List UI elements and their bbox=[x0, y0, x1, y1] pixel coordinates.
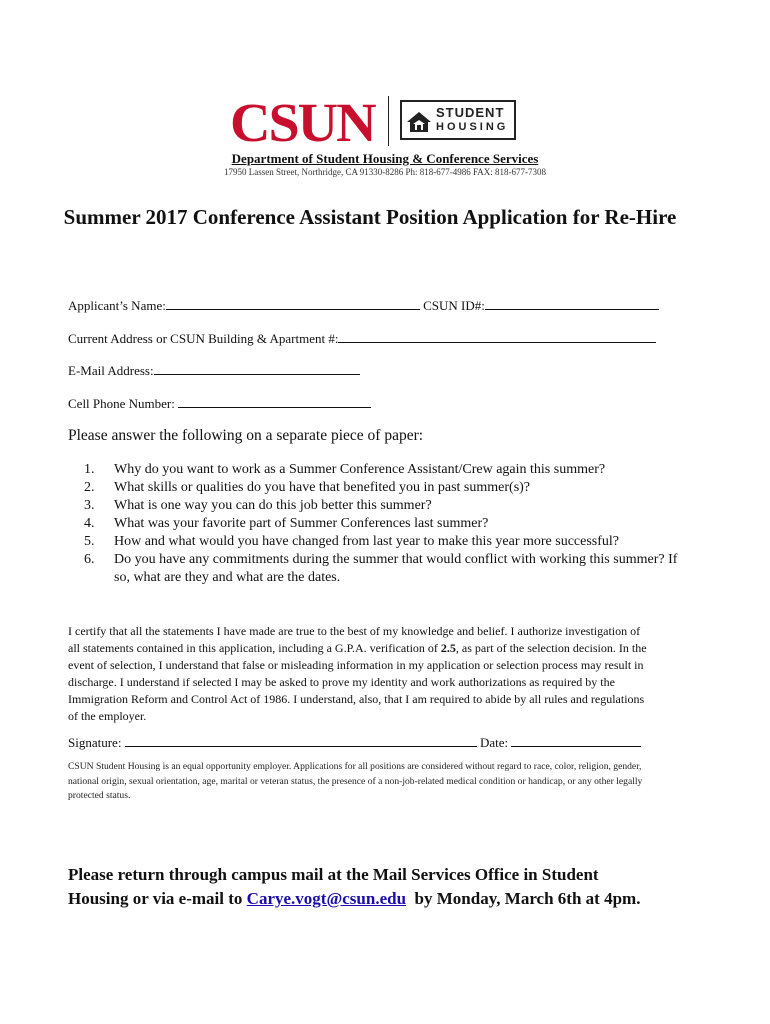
question-item bbox=[84, 515, 684, 533]
question-number: 3. bbox=[84, 498, 95, 513]
question-text: How and what would you have changed from last year to make this year more successful? bbox=[114, 534, 620, 549]
return-notice bbox=[68, 863, 708, 911]
department-address: 17950 Lassen Street, Northridge, CA 91330-8286 Ph: 818-677-4986 FAX: 818-677-7308 bbox=[223, 167, 547, 177]
address-label: Current Address or CSUN Building & Apartment #: bbox=[68, 331, 339, 346]
student-housing-logo bbox=[400, 100, 516, 140]
questions-prompt: Please answer the following on a separate piece of paper: bbox=[68, 427, 424, 444]
return-line1: Please return through campus mail at the Mail Services Office in Student bbox=[68, 865, 599, 884]
certification-part1: I certify that all the statements I have made are true to the best of my knowledge and belief. I authorize investigation of all statements contained in this application, including a G.P.A. verification of bbox=[68, 624, 641, 655]
questions-list bbox=[84, 461, 684, 587]
page-title: Summer 2017 Conference Assistant Position Application for Re-Hire bbox=[63, 205, 677, 229]
question-number: 1. bbox=[84, 462, 95, 477]
certification-part2: , as part of the selection decision. In the event of selection, I understand that false or misleading information in my application or selection process may result in discharge. I understand if selected I may be asked to prove my identity and work authorizations as required by the Immigration Reform and Control Act of 1986. I understand, also, that I am required to abide by all rules and regulations of the employer. bbox=[68, 641, 647, 723]
return-line2-before: Housing or via e-mail to bbox=[68, 889, 247, 908]
student-housing-line2: HOUSING bbox=[436, 121, 509, 133]
logo-divider bbox=[388, 96, 389, 146]
return-line2-after: by Monday, March 6th at 4pm. bbox=[406, 889, 641, 908]
email-row bbox=[68, 362, 360, 379]
phone-field[interactable] bbox=[178, 395, 371, 408]
question-number: 2. bbox=[84, 480, 95, 495]
return-line2 bbox=[68, 887, 708, 911]
signature-row bbox=[68, 734, 641, 751]
question-text: Do you have any commitments during the summer that would conflict with working this summer? If so, what are they and what are the dates. bbox=[114, 552, 678, 585]
phone-label: Cell Phone Number: bbox=[68, 396, 175, 411]
csun-logo: CSUN bbox=[230, 92, 375, 153]
date-field[interactable] bbox=[511, 734, 641, 747]
department-name: Department of Student Housing & Conference Services bbox=[231, 151, 539, 166]
question-item bbox=[84, 497, 684, 515]
address-row bbox=[68, 330, 656, 347]
certification-statement bbox=[68, 623, 648, 725]
question-text: What is one way you can do this job better this summer? bbox=[114, 498, 432, 513]
phone-row bbox=[68, 395, 371, 412]
house-icon bbox=[406, 110, 432, 134]
name-id-row bbox=[68, 297, 659, 314]
question-item bbox=[84, 461, 684, 479]
email-link[interactable]: Carye.vogt@csun.edu bbox=[246, 889, 407, 908]
email-label: E-Mail Address: bbox=[68, 363, 154, 378]
gpa-value: 2.5 bbox=[440, 641, 456, 655]
email-field[interactable] bbox=[154, 362, 360, 375]
date-label: Date: bbox=[479, 735, 509, 750]
question-item bbox=[84, 551, 684, 587]
name-field[interactable] bbox=[166, 297, 420, 310]
question-number: 6. bbox=[84, 552, 95, 567]
student-housing-text bbox=[436, 106, 508, 134]
question-text: What was your favorite part of Summer Conferences last summer? bbox=[114, 516, 489, 531]
question-number: 5. bbox=[84, 534, 95, 549]
csun-id-field[interactable] bbox=[485, 297, 659, 310]
address-field[interactable] bbox=[338, 330, 656, 343]
eeo-statement: CSUN Student Housing is an equal opportunity employer. Applications for all positions are considered without regard to race, color, religion, gender, national origin, sexual orientation, age, marital or veteran status, the presence of a non-job-related medical condition or handicap, or any other legally protected status. bbox=[68, 761, 643, 801]
name-label: Applicant’s Name: bbox=[68, 298, 166, 313]
question-text: What skills or qualities do you have that benefited you in past summer(s)? bbox=[114, 480, 531, 495]
csun-id-label: CSUN ID#: bbox=[423, 298, 485, 313]
question-item bbox=[84, 479, 684, 497]
question-text: Why do you want to work as a Summer Conference Assistant/Crew again this summer? bbox=[114, 462, 606, 477]
question-number: 4. bbox=[84, 516, 95, 531]
signature-label: Signature: bbox=[68, 735, 122, 750]
student-housing-line1: STUDENT bbox=[436, 105, 505, 120]
signature-field[interactable] bbox=[125, 734, 477, 747]
question-item bbox=[84, 533, 684, 551]
letterhead-logo bbox=[230, 92, 530, 153]
